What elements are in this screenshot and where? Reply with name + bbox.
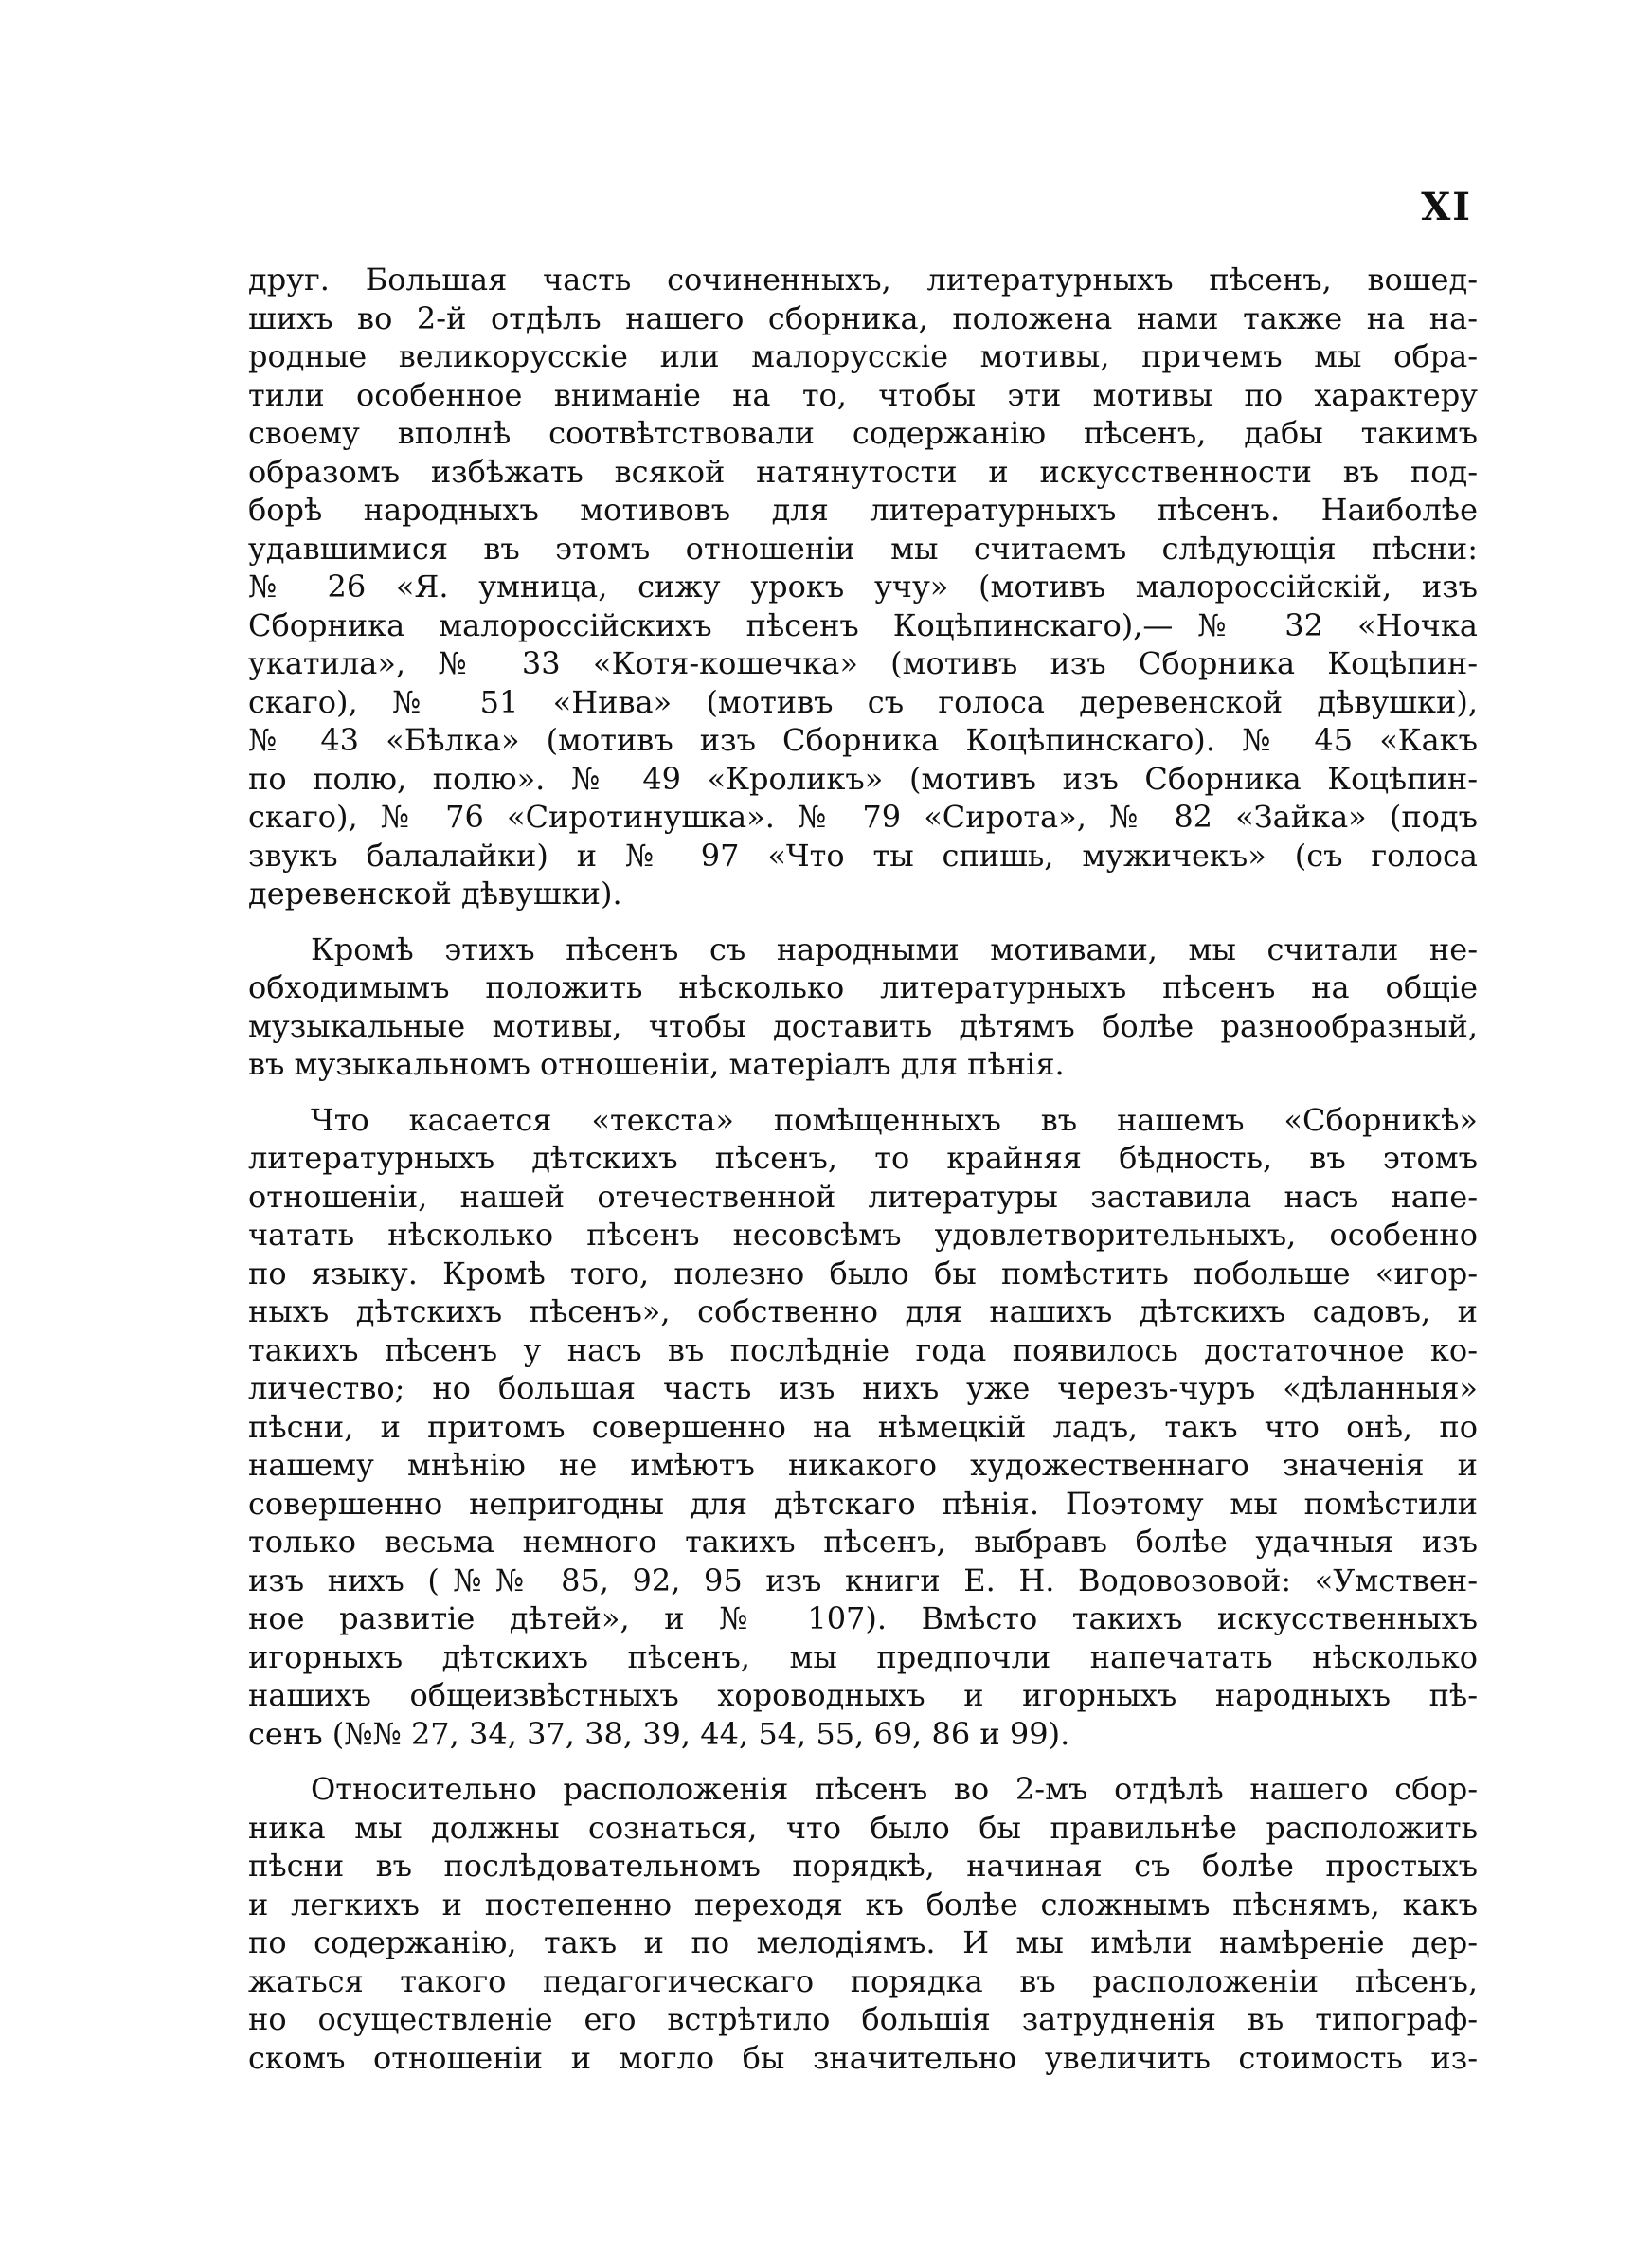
text-line: но осуществленіе его встрѣтило большія затрудненія въ типограф- xyxy=(248,2001,1478,2037)
text-line: жаться такого педагогическаго порядка въ расположеніи пѣсенъ, xyxy=(248,1962,1478,1999)
text-line: ника мы должны сознаться, что было бы правильнѣе расположить xyxy=(248,1809,1478,1846)
text-line: Сборника малороссійскихъ пѣсенъ Коцѣпинскаго),—№ 32 «Ночка xyxy=(248,606,1478,643)
text-line: шихъ во 2-й отдѣлъ нашего сборника, положена нами также на на- xyxy=(248,299,1478,336)
text-line: ныхъ дѣтскихъ пѣсенъ», собственно для нашихъ дѣтскихъ садовъ, и xyxy=(248,1293,1478,1329)
text-line: пѣсни въ послѣдовательномъ порядкѣ, начиная съ болѣе простыхъ xyxy=(248,1848,1478,1884)
text-line: изъ нихъ (№№ 85, 92, 95 изъ книги Е. Н. Водовозовой: «Умствен- xyxy=(248,1562,1478,1598)
text-line: обходимымъ положить нѣсколько литературныхъ пѣсенъ на общіе xyxy=(248,969,1478,1005)
text-line: Что касается «текста» помѣщенныхъ въ нашемъ «Сборникѣ» xyxy=(311,1101,1478,1138)
paragraph-1 xyxy=(248,261,1478,913)
text-line: борѣ народныхъ мотивовъ для литературныхъ пѣсенъ. Наиболѣе xyxy=(248,492,1478,528)
text-line: своему вполнѣ соотвѣтствовали содержанію пѣсенъ, дабы такимъ xyxy=(248,415,1478,451)
text-line: такихъ пѣсенъ у насъ въ послѣдніе года появилось достаточное ко- xyxy=(248,1331,1478,1368)
text-line: пѣсни, и притомъ совершенно на нѣмецкій ладъ, такъ что онѣ, по xyxy=(248,1408,1478,1445)
text-line: по полю, полю». № 49 «Кроликъ» (мотивъ изъ Сборника Коцѣпин- xyxy=(248,760,1478,797)
text-line: сенъ (№№ 27, 34, 37, 38, 39, 44, 54, 55, 69, 86 и 99). xyxy=(248,1715,1070,1752)
text-line: и легкихъ и постепенно переходя къ болѣе сложнымъ пѣснямъ, какъ xyxy=(248,1886,1478,1923)
text-line: деревенской дѣвушки). xyxy=(248,876,622,912)
text-line: Относительно расположенія пѣсенъ во 2-мъ отдѣлѣ нашего сбор- xyxy=(311,1771,1478,1807)
text-line: скомъ отношеніи и могло бы значительно увеличить стоимость из- xyxy=(248,2039,1478,2076)
text-line: № 43 «Бѣлка» (мотивъ изъ Сборника Коцѣпинскаго). № 45 «Какъ xyxy=(248,722,1478,758)
text-line: игорныхъ дѣтскихъ пѣсенъ, мы предпочли напечатать нѣсколько xyxy=(248,1638,1478,1675)
text-line: въ музыкальномъ отношеніи, матеріалъ для пѣнія. xyxy=(248,1046,1065,1082)
paragraph-4 xyxy=(248,1770,1478,2077)
text-line: по содержанію, такъ и по мелодіямъ. И мы имѣли намѣреніе дер- xyxy=(248,1924,1478,1960)
text-line: удавшимися въ этомъ отношеніи мы считаемъ слѣдующія пѣсни: xyxy=(248,530,1478,567)
text-line: образомъ избѣжать всякой натянутости и искусственности въ под- xyxy=(248,453,1478,490)
text-line: скаго), № 51 «Нива» (мотивъ съ голоса деревенской дѣвушки), xyxy=(248,683,1478,720)
text-line: литературныхъ дѣтскихъ пѣсенъ, то крайняя бѣдность, въ этомъ xyxy=(248,1140,1478,1176)
text-line: совершенно непригодны для дѣтскаго пѣнія. Поэтому мы помѣстили xyxy=(248,1485,1478,1522)
paragraph-2 xyxy=(248,930,1478,1084)
page-number: XI xyxy=(1421,185,1472,229)
text-line: № 26 «Я. умница, сижу урокъ учу» (мотивъ малороссійскій, изъ xyxy=(248,569,1478,605)
text-line: отношеніи, нашей отечественной литературы заставила насъ напе- xyxy=(248,1178,1478,1215)
text-line: друг. Большая часть сочиненныхъ, литературныхъ пѣсенъ, вошед- xyxy=(248,262,1478,298)
text-line: звукъ балалайки) и № 97 «Что ты спишь, мужичекъ» (съ голоса xyxy=(248,837,1478,874)
paragraph-3 xyxy=(248,1101,1478,1754)
text-line: музыкальные мотивы, чтобы доставить дѣтямъ болѣе разнообразный, xyxy=(248,1007,1478,1044)
text-line: ное развитіе дѣтей», и № 107). Вмѣсто такихъ искусственныхъ xyxy=(248,1600,1478,1636)
text-line: по языку. Кромѣ того, полезно было бы помѣстить побольше «игор- xyxy=(248,1255,1478,1291)
text-line: только весьма немного такихъ пѣсенъ, выбравъ болѣе удачныя изъ xyxy=(248,1524,1478,1560)
text-line: скаго), № 76 «Сиротинушка». № 79 «Сирота», № 82 «Зайка» (подъ xyxy=(248,799,1478,835)
text-line: личество; но большая часть изъ нихъ уже черезъ-чуръ «дѣланныя» xyxy=(248,1370,1478,1406)
text-line: Кромѣ этихъ пѣсенъ съ народными мотивами, мы считали не- xyxy=(311,930,1478,967)
text-line: тили особенное вниманіе на то, чтобы эти мотивы по характеру xyxy=(248,376,1478,413)
text-line: нашему мнѣнію не имѣютъ никакого художественнаго значенія и xyxy=(248,1447,1478,1483)
text-line: чатать нѣсколько пѣсенъ несовсѣмъ удовлетворительныхъ, особенно xyxy=(248,1217,1478,1253)
text-line: укатила», № 33 «Котя-кошечка» (мотивъ изъ Сборника Коцѣпин- xyxy=(248,645,1478,681)
body-text xyxy=(248,261,1478,2077)
text-line: нашихъ общеизвѣстныхъ хороводныхъ и игорныхъ народныхъ пѣ- xyxy=(248,1677,1478,1713)
text-line: родные великорусскіе или малорусскіе мотивы, причемъ мы обра- xyxy=(248,338,1478,374)
